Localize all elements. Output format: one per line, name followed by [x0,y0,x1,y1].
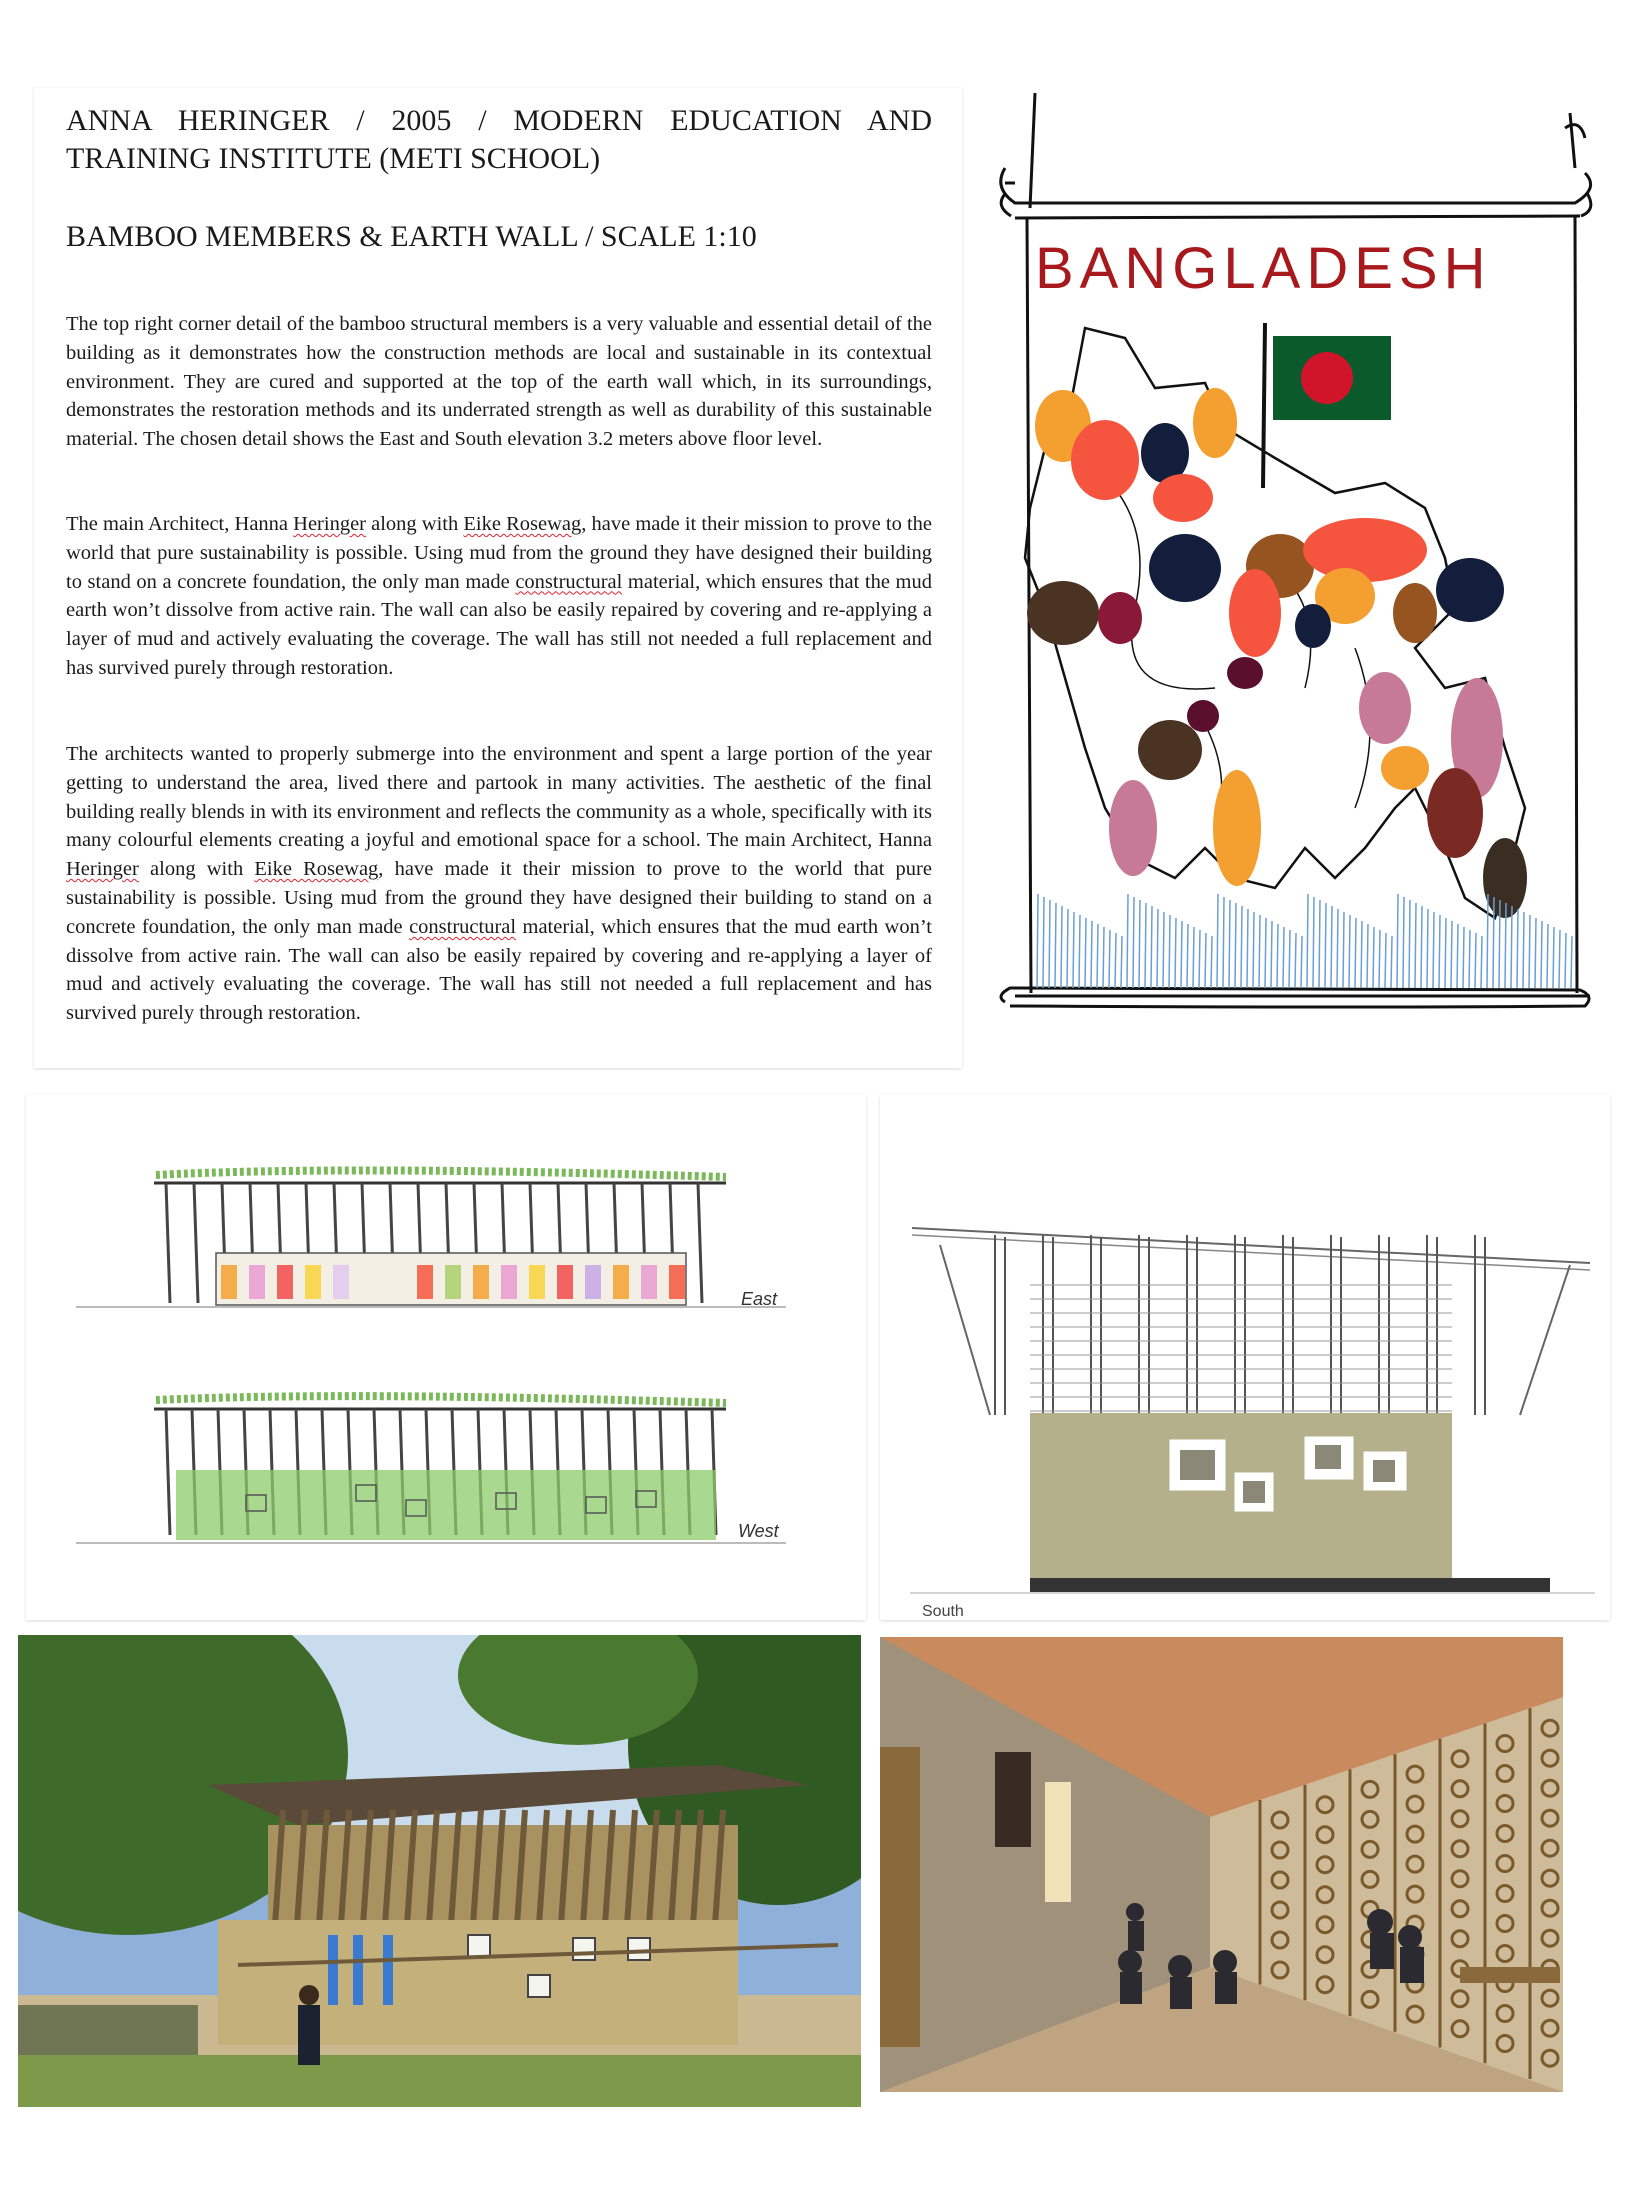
district-blobs [1027,388,1527,918]
east-elevation [76,1170,786,1309]
p2-eike: Eike Rosewag [463,513,582,535]
school-interior-icon [880,1637,1563,2092]
p2-text-d: material, which ensures that the mud earth won’t dissolve from active rain. The wall can also be easily repaired by covering and re-applying a layer of mud and actively evaluating the coverage. The wall has still not needed a full replacement and has survived purely through restoration. [66,570,932,679]
west-label: West [738,1521,779,1541]
south-elevation-panel [880,1095,1610,1620]
p2-text-c: , have made it their mission to prove to the world that pure sustainability is possible. Using mud from the ground they have designed their building to stand on a concrete foundation, the only man made [66,513,932,593]
south-elevation [880,1095,1610,1620]
west-elevation [76,1396,786,1543]
p2-constructural: constructural [515,570,623,593]
east-west-elevations [26,1095,866,1620]
p3-constructural: constructural [409,915,517,938]
p3-eike: Eike Rosewag [254,858,379,881]
p2-heringer: Heringer [293,513,366,535]
east-label: East [741,1289,778,1309]
school-interior-photo [880,1637,1563,2092]
paragraph-1: The top right corner detail of the bamboo structural members is a very valuable and essential detail of the building as it demonstrates how the construction methods are local and sustainable in its contextual environment. They are cured and supported at the top of the earth wall which, in its surroundings, demonstrates the restoration methods and its underrated strength as well as durability of this sustainable material. The chosen detail shows the East and South elevation 3.2 meters above floor level. [66,313,932,451]
school-exterior-icon [18,1635,861,2107]
p2-text-a: The main Architect, Hanna [66,513,294,535]
p3-text-c: , have made it their mission to prove to the world that pure sustainability is possible. Using mud from the ground they have designed their building to stand on a concrete foundation, the only man made [66,858,932,938]
page-title-line2: TRAINING INSTITUTE (METI SCHOOL) [66,142,601,175]
page-title: ANNA HERINGER / 2005 / MODERN EDUCATION AND [66,104,932,137]
p3-text-b: along with [138,858,255,881]
map-illustration [975,88,1615,1043]
p3-text-d: material, which ensures that the mud earth won’t dissolve from active rain. The wall can also be easily repaired by covering and re-applying a layer of mud and actively evaluating the coverage. The wall has still not needed a full replacement and has survived purely through restoration. [66,915,932,1025]
p3-heringer: Heringer [66,858,139,881]
school-exterior-photo [18,1635,861,2107]
map-title: BANGLADESH [1035,236,1492,301]
text-panel [34,88,962,1068]
south-label: South [922,1603,964,1620]
paragraph-3 [66,740,932,1028]
p2-text-b: along with [366,513,464,535]
section-subtitle: BAMBOO MEMBERS & EARTH WALL / SCALE 1:10 [66,220,757,253]
paragraph-2 [66,510,932,683]
bangladesh-map-drawing [975,88,1615,1043]
elevation-sketches [26,1095,866,1620]
p3-text-a: The architects wanted to properly submerge into the environment and spent a large portion of the year getting to understand the area, lived there and partook in many activities. The aesthetic of the final building really blends in with its environment and reflects the community as a whole, specifically with its many colourful elements creating a joyful and emotional space for a school. The main Architect, Hanna [66,743,932,852]
